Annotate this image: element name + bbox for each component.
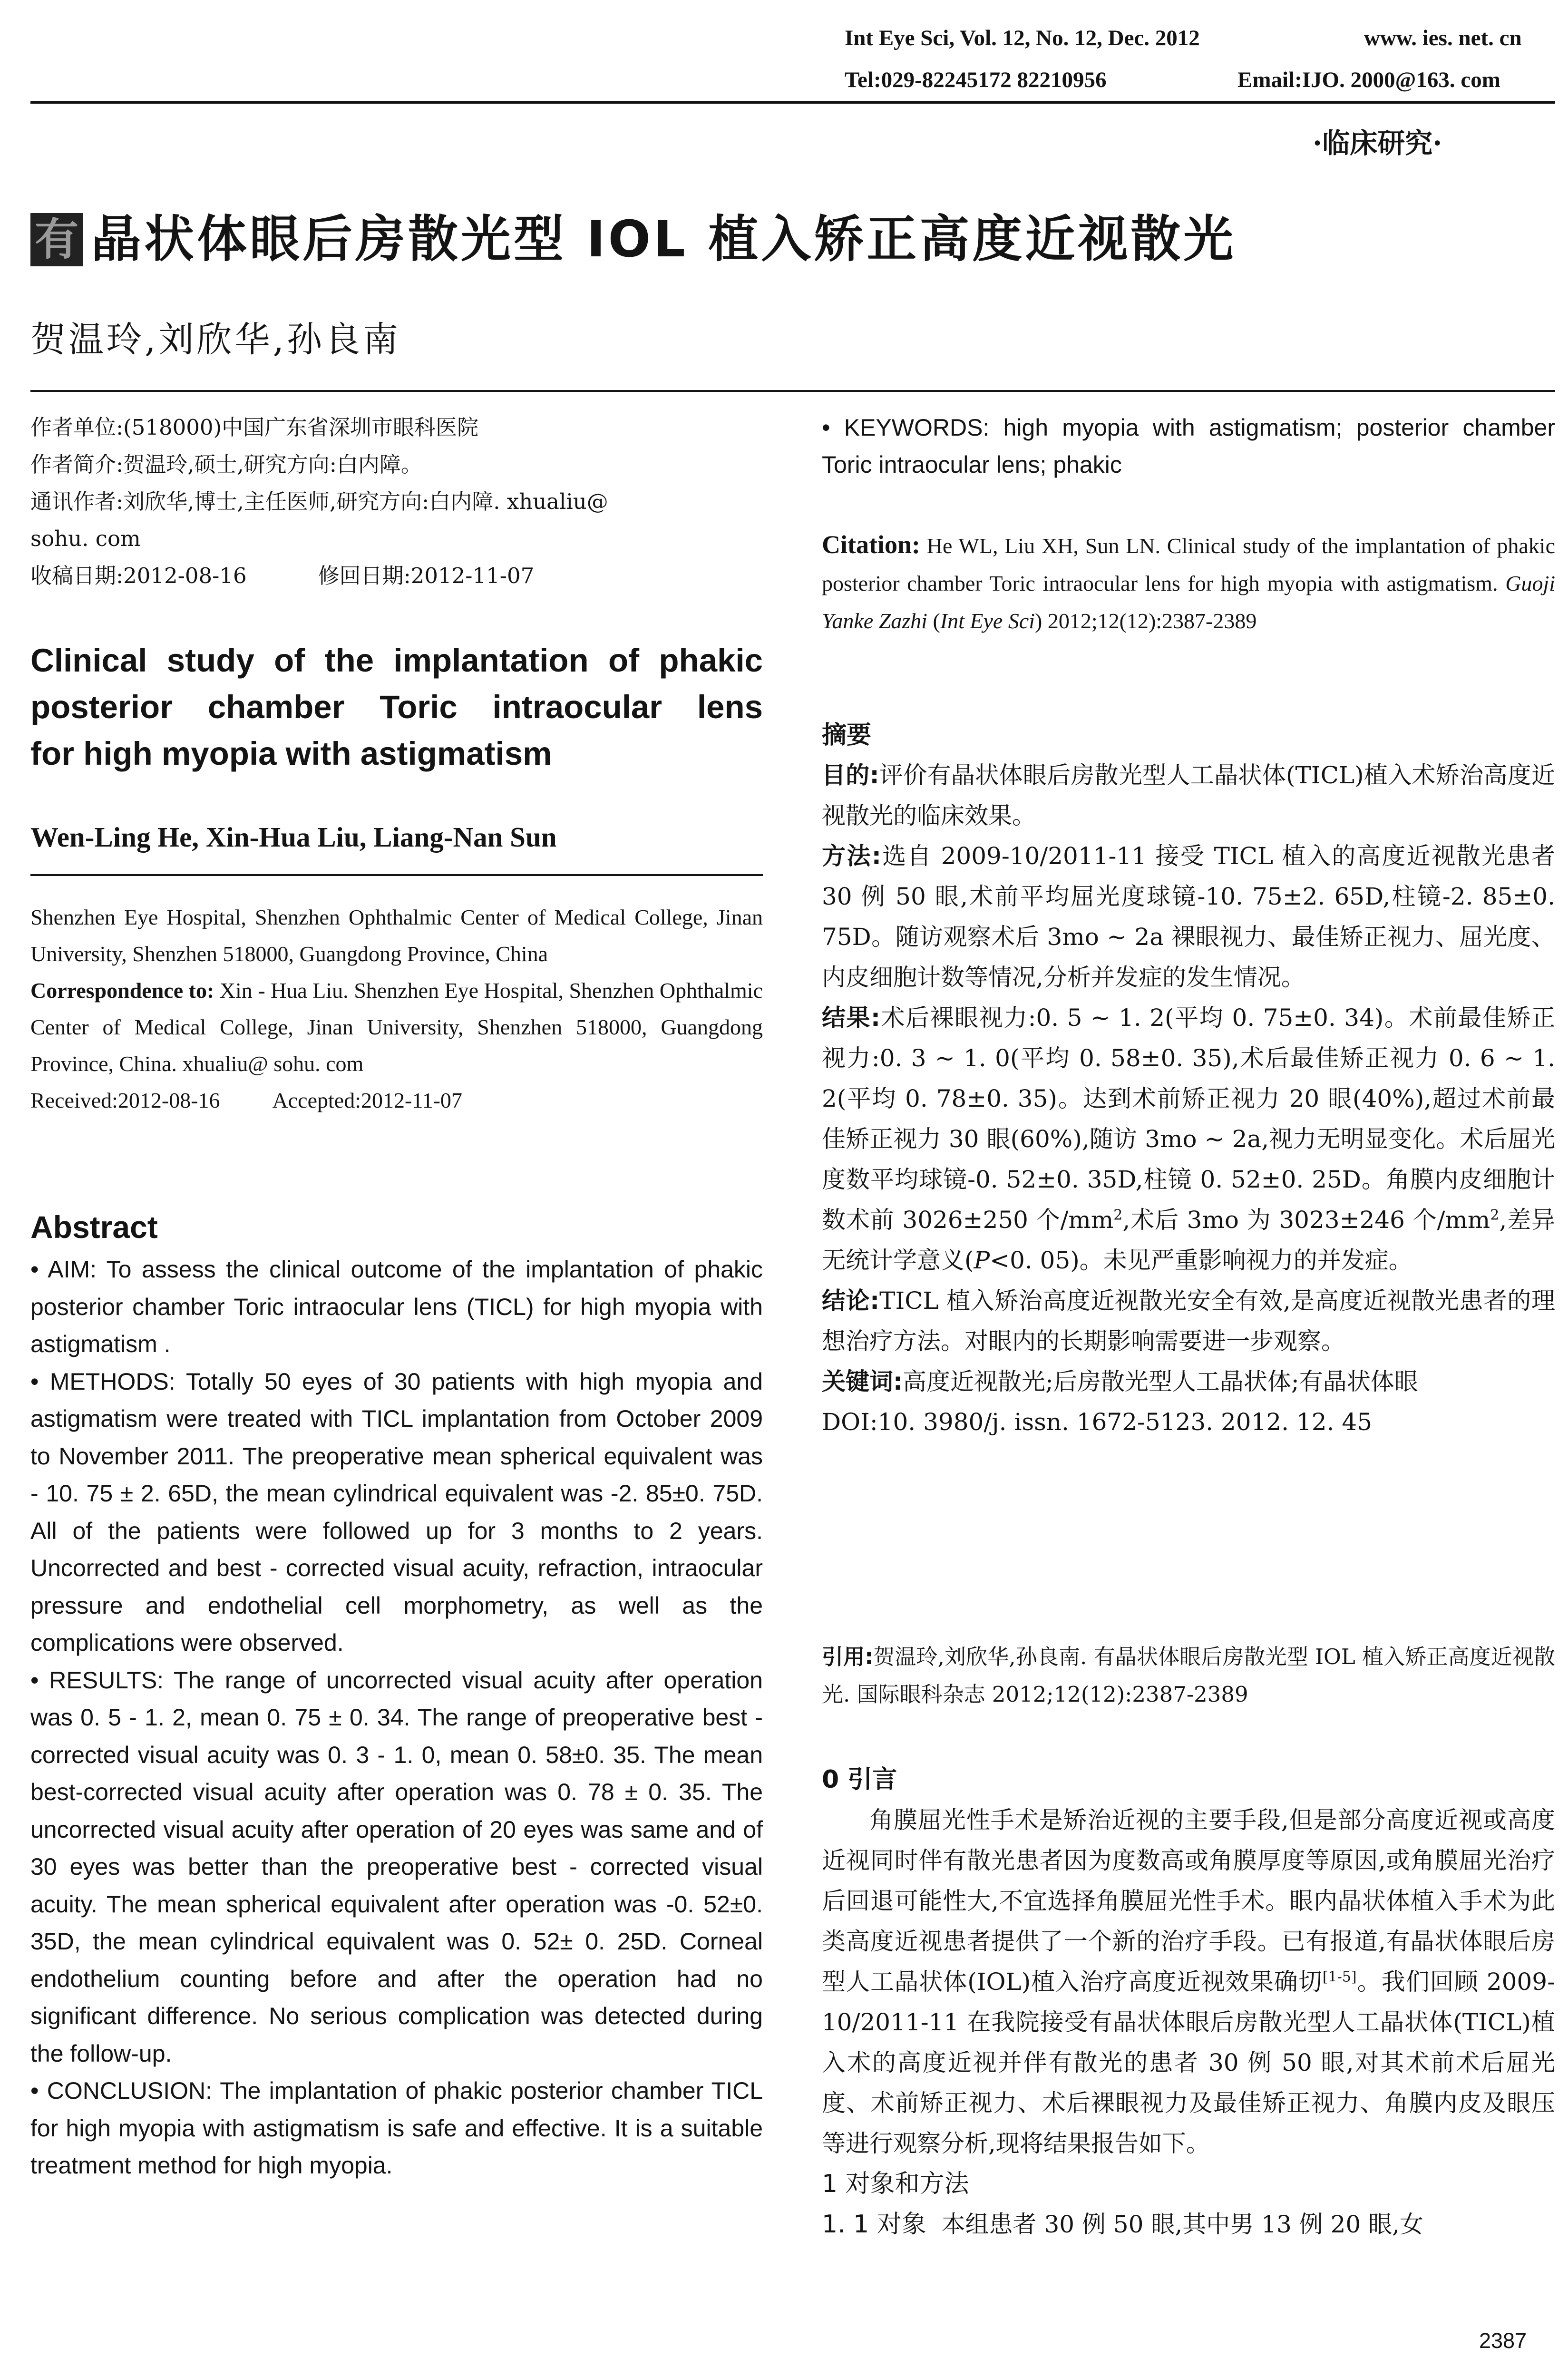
conclusion-cn-text: TICL 植入矫治高度近视散光安全有效,是高度近视散光患者的理想治疗方法。对眼内的长期影响需要进一步观察。 [822,1287,1555,1355]
article-title-en [30,637,763,777]
intro-body [822,1800,1555,2245]
revised-date-cn: 修回日期:2012-11-07 [318,563,535,588]
authors-rule [30,874,763,876]
results-cn-text-b: ,术后 3mo 为 3023±246 个/mm [1122,1206,1490,1234]
author-info-cn [30,409,763,594]
aim-text: To assess the clinical outcome of the implantation of phakic posterior chamber Toric intraocular lens (TICL) for high myopia with astigmatism . [30,1256,763,1357]
corresponding-email: sohu. com [30,526,141,551]
keywords-text: high myopia with astigmatism; posterior chamber Toric intraocular lens; phakic [822,414,1555,478]
results-cn-text-d: <0. 05)。未见严重影响视力的并发症。 [990,1247,1412,1274]
conclusion-text: The implantation of phakic posterior chamber TICL for high myopia with astigmatism is safe and effective. It is a suitable treatment method for high myopia. [30,2077,763,2179]
aim-cn-text: 评价有晶状体眼后房散光型人工晶状体(TICL)植入术矫治高度近视散光的临床效果。 [822,761,1556,829]
affiliation-text: Shenzhen Eye Hospital, Shenzhen Ophthalmic Center of Medical College, Jinan University, Shenzhen 518000, Guangdong Province, China [30,905,763,966]
results-cn-sup-1: 2 [1113,1207,1123,1224]
intro-text-a: 角膜屈光性手术是矫治近视的主要手段,但是部分高度近视或高度近视同时伴有散光患者因为度数高或角膜厚度等原因,或角膜屈光治疗后回退可能性大,不宜选择角膜屈光性手术。眼内晶状体植入手术为此类高度近视患者提供了一个新的治疗手段。已有报道,有晶状体眼后房型人工晶状体(IOL)植入治疗高度近视效果确切 [822,1806,1555,1996]
journal-citation-line: Int Eye Sci, Vol. 12, No. 12, Dec. 2012 [845,26,1200,50]
methods-cn-label: 方法: [822,842,881,870]
section-tag: ·临床研究· [1313,127,1442,159]
results-text: The range of uncorrected visual acuity after operation was 0. 5 - 1. 2, mean 0. 75 ± 0. 34. The range of preoperative best - corrected visual acuity was 0. 3 - 1. 0, mean 0. 58±0. 35. The mean best-corrected visual acuity after operation was 0. 78 ± 0. 35. The uncorrected visual acuity after operation of 20 eyes was same and of 30 eyes was better than the preoperative best - corrected visual acuity. The mean spherical equivalent after operation was -0. 52±0. 35D, the mean cylindrical equivalent was 0. 52± 0. 25D. Corneal endothelium counting before and after the operation had no significant difference. No serious complication was detected during the follow-up. [30,1666,763,2067]
correspondence-en [30,972,763,1082]
results-cn-text-c: ,差异无统计学意义( [822,1206,1555,1274]
abstract-cn-heading: 摘要 [822,721,872,750]
methods-label: • METHODS: [30,1368,175,1395]
keywords-cn-label: 关键词: [822,1368,903,1395]
results-cn-p: P [974,1247,990,1274]
doi: DOI:10. 3980/j. issn. 1672-5123. 2012. 12. 45 [822,1408,1373,1436]
citation-cn-text: 贺温玲,刘欣华,孙良南. 有晶状体眼后房散光型 IOL 植入矫正高度近视散光. 国际眼科杂志 2012;12(12):2387-2389 [822,1644,1555,1707]
abstract-cn-methods [822,836,1555,998]
intro-ref: [1-5] [1322,1968,1357,1986]
page-number: 2387 [1479,2328,1527,2353]
keywords-cn [822,1362,1555,1402]
results-label: • RESULTS: [30,1666,164,1694]
abstract-cn-aim [822,755,1555,836]
section-1-1 [822,2204,1555,2245]
correspondence-label: Correspondence to: [30,978,214,1003]
abstract-heading: Abstract [30,1209,158,1245]
abstract-en [30,1251,763,2184]
article-title-cn: 晶状体眼后房散光型 IOL 植入矫正高度近视散光 [91,210,1237,268]
abstract-aim [30,1251,763,1363]
received-date-en: Received:2012-08-16 [30,1088,220,1112]
header-rule [30,101,1555,104]
authors-en: Wen-Ling He, Xin-Hua Liu, Liang-Nan Sun [30,821,557,853]
journal-email: Email:IJO. 2000@163. com [1237,68,1500,92]
section-1-1-label: 1. 1 对象 [822,2210,926,2239]
abstract-results [30,1662,763,2073]
aim-cn-label: 目的: [822,761,879,789]
citation-text-b: ( [927,609,940,633]
section-1-heading: 1 对象和方法 [822,2170,969,2198]
citation-journal: Guoji Yanke Zazhi [822,571,1555,633]
journal-tel: Tel:029-82245172 82210956 [845,68,1107,92]
title-en-line-2: posterior chamber Toric intraocular lens [30,689,763,725]
results-cn-sup-2: 2 [1490,1207,1500,1224]
aim-label: • AIM: [30,1256,97,1283]
citation-en [822,526,1555,640]
intro-paragraph [822,1800,1555,2164]
citation-journal-en: Int Eye Sci [940,609,1035,633]
results-cn-text-a: 术后裸眼视力:0. 5 ~ 1. 2(平均 0. 75±0. 34)。术前最佳矫正视力:0. 3 ~ 1. 0(平均 0. 58±0. 35),术后最佳矫正视力 0. 6 ~ 1. 2(平均 0. 78±0. 35)。达到术前矫正视力 20 眼(40%),超过术前最佳矫正视力 30 眼(60%),随访 3mo ~ 2a,视力无明显变化。术后屈光度数平均球镜-0. 52±0. 35D,柱镜 0. 52±0. 25D。角膜内皮细胞计数术前 3026±250 个/mm [822,1004,1555,1234]
methods-cn-text: 选自 2009-10/2011-11 接受 TICL 植入的高度近视散光患者 30 例 50 眼,术前平均屈光度球镜-10. 75±2. 65D,柱镜-2. 85±0. 75D。随访观察术后 3mo ~ 2a 裸眼视力、最佳矫正视力、屈光度、内皮细胞计数等情况,分析并发症的发生情况。 [822,842,1555,991]
author-unit: 作者单位:(518000)中国广东省深圳市眼科医院 [30,415,479,440]
conclusion-cn-label: 结论: [822,1287,880,1315]
journal-website: www. ies. net. cn [1364,26,1522,50]
citation-cn-label: 引用: [822,1644,874,1669]
citation-text-c: ) 2012;12(12):2387-2389 [1035,609,1257,633]
title-en-line-3: for high myopia with astigmatism [30,735,552,772]
citation-cn [822,1638,1555,1713]
title-en-line-1: Clinical study of the implantation of phakic [30,642,763,679]
dates-en [30,1082,763,1119]
section-1-1-text: 本组患者 30 例 50 眼,其中男 13 例 20 眼,女 [941,2211,1423,2238]
affiliation-en [30,899,763,1119]
citation-label: Citation: [822,530,920,559]
corresponding-author: 通讯作者:刘欣华,博士,主任医师,研究方向:白内障. xhualiu@ [30,489,608,514]
keywords-label: • KEYWORDS: [822,414,990,441]
title-rule [30,390,1555,392]
intro-heading: 0 引言 [822,1765,897,1794]
abstract-methods [30,1363,763,1662]
citation-text-a: He WL, Liu XH, Sun LN. Clinical study of the implantation of phakic posterior chamber Toric intraocular lens for high myopia with astigmatism. [822,534,1555,595]
received-date-cn: 收稿日期:2012-08-16 [30,563,247,588]
abstract-conclusion [30,2072,763,2184]
results-cn-label: 结果: [822,1004,881,1032]
intro-text-b: 。我们回顾 2009-10/2011-11 在我院接受有晶状体眼后房散光型人工晶状体(TICL)植入术的高度近视并伴有散光的患者 30 例 50 眼,对其术前术后屈光度、术前矫正视力、术后裸眼视力及最佳矫正视力、角膜内皮及眼压等进行观察分析,现将结果报告如下。 [822,1968,1555,2157]
abstract-cn-conclusion [822,1281,1555,1362]
author-bio: 作者简介:贺温玲,硕士,研究方向:白内障。 [30,452,422,477]
keywords-cn-text: 高度近视散光;后房散光型人工晶状体;有晶状体眼 [903,1368,1418,1395]
conclusion-label: • CONCLUSION: [30,2077,212,2104]
accepted-date-en: Accepted:2012-11-07 [272,1088,462,1112]
correspondence-text: Xin - Hua Liu. Shenzhen Eye Hospital, Shenzhen Ophthalmic Center of Medical College, Jinan University, Shenzhen 518000, Guangdong Province, China. xhualiu@ sohu. com [30,978,763,1076]
abstract-cn [822,755,1555,1442]
methods-text: Totally 50 eyes of 30 patients with high myopia and astigmatism were treated with TICL implantation from October 2009 to November 2011. The preoperative mean spherical equivalent was - 10. 75 ± 2. 65D, the mean cylindrical equivalent was -2. 85±0. 75D. All of the patients were followed up for 3 months to 2 years. Uncorrected and best - corrected visual acuity, refraction, intraocular pressure and endothelial cell morphometry, as well as the complications were observed. [30,1368,763,1656]
dates-cn [30,557,763,594]
authors-cn: 贺温玲,刘欣华,孙良南 [30,319,401,360]
keywords-en [822,409,1555,483]
abstract-cn-results [822,998,1555,1281]
title-first-char: 有 [30,213,83,266]
